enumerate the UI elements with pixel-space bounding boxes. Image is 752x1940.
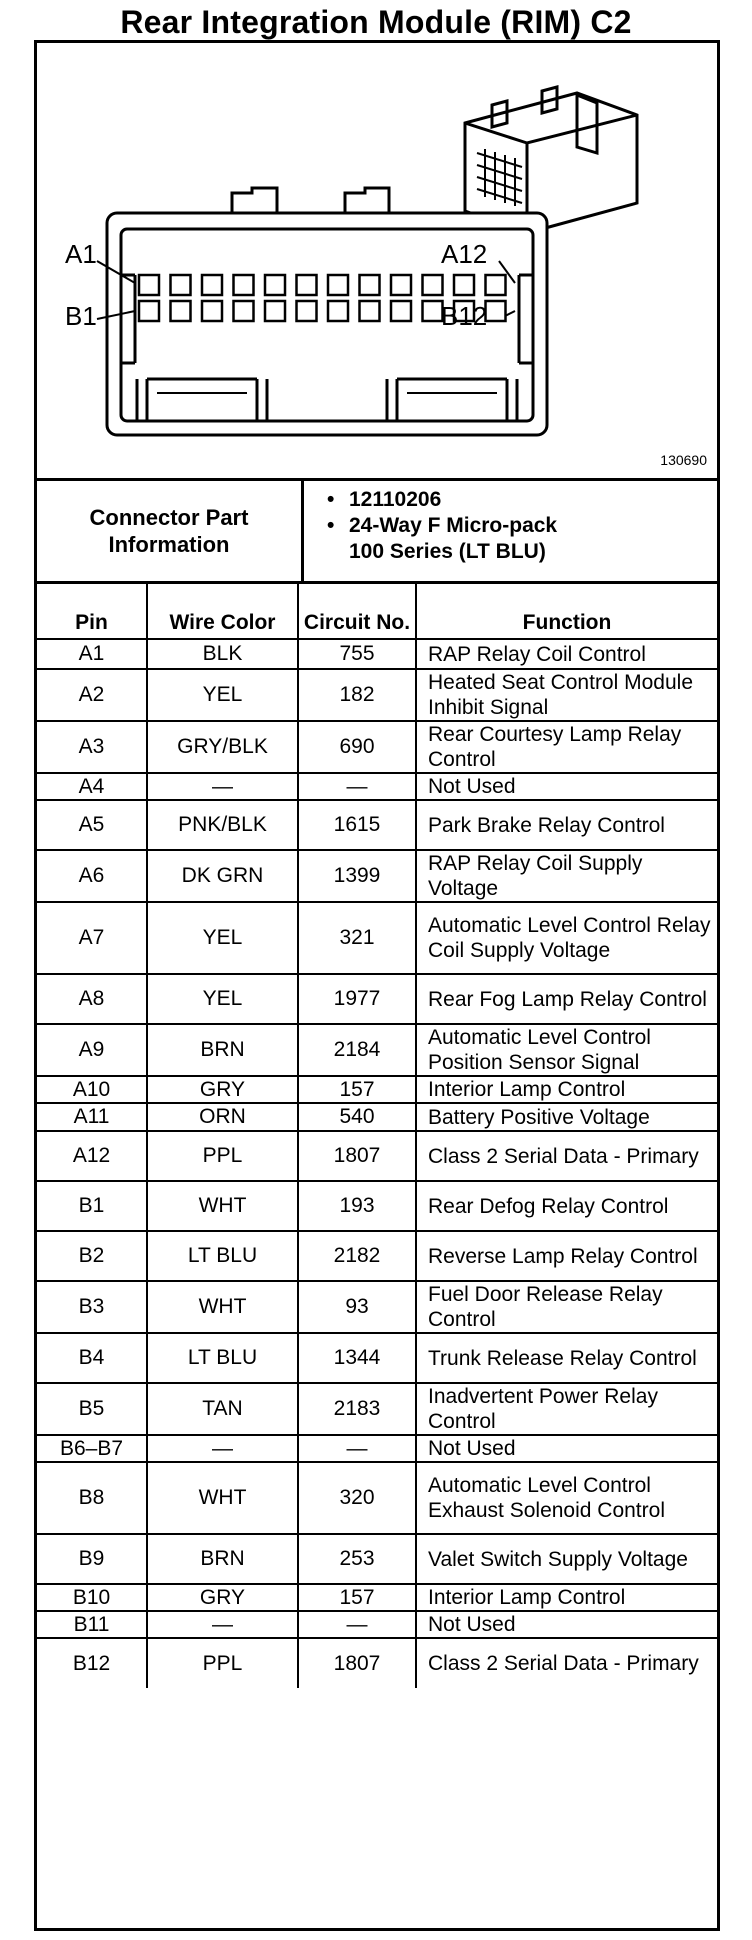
- function-cell: Battery Positive Voltage: [416, 1103, 717, 1131]
- circuit-cell: 320: [298, 1462, 416, 1534]
- wire-color-cell: YEL: [147, 974, 298, 1024]
- pin-cell: A10: [37, 1076, 147, 1103]
- wire-color-cell: BRN: [147, 1534, 298, 1584]
- connector-drawing: [37, 43, 717, 478]
- pin-cavity: [297, 301, 317, 321]
- wire-color-cell: LT BLU: [147, 1231, 298, 1281]
- pin-cavity: [360, 301, 380, 321]
- function-cell: Inadvertent Power Relay Control: [416, 1383, 717, 1435]
- connector-sheet: [34, 40, 720, 1931]
- wire-color-cell: YEL: [147, 902, 298, 974]
- wire-color-cell: GRY: [147, 1076, 298, 1103]
- pin-cell: B11: [37, 1611, 147, 1638]
- pin-cell: A7: [37, 902, 147, 974]
- table-row: [37, 1103, 717, 1131]
- pin-label-a1: A1: [65, 239, 97, 269]
- table-row: [37, 721, 717, 773]
- function-cell: Heated Seat Control Module Inhibit Signal: [416, 669, 717, 721]
- table-row: [37, 1076, 717, 1103]
- table-row: [37, 1231, 717, 1281]
- pin-cell: B2: [37, 1231, 147, 1281]
- pin-cavity: [328, 301, 348, 321]
- pin-cavity: [265, 301, 285, 321]
- table-row: [37, 1534, 717, 1584]
- pin-cavity: [486, 275, 506, 295]
- pin-label-b1: B1: [65, 301, 97, 331]
- pin-cavity: [171, 301, 191, 321]
- function-cell: Valet Switch Supply Voltage: [416, 1534, 717, 1584]
- pin-cavity: [139, 301, 159, 321]
- function-cell: Rear Courtesy Lamp Relay Control: [416, 721, 717, 773]
- pin-cavity: [202, 275, 222, 295]
- table-row: [37, 1333, 717, 1383]
- wire-color-cell: PPL: [147, 1131, 298, 1181]
- circuit-cell: 253: [298, 1534, 416, 1584]
- table-row: [37, 1281, 717, 1333]
- wire-color-cell: DK GRN: [147, 850, 298, 902]
- pin-cavity: [265, 275, 285, 295]
- figure-id: 130690: [660, 452, 707, 468]
- table-row: [37, 902, 717, 974]
- page-title: Rear Integration Module (RIM) C2: [120, 4, 632, 40]
- circuit-cell: 690: [298, 721, 416, 773]
- wire-color-cell: BRN: [147, 1024, 298, 1076]
- wire-color-cell: PPL: [147, 1638, 298, 1688]
- circuit-cell: 321: [298, 902, 416, 974]
- circuit-cell: 1615: [298, 800, 416, 850]
- function-cell: RAP Relay Coil Control: [416, 639, 717, 669]
- connector-info-values: [327, 487, 557, 565]
- connector-type: • 24-Way F Micro-pack: [327, 514, 558, 537]
- function-cell: Automatic Level Control Exhaust Solenoid Control: [416, 1462, 717, 1534]
- pin-cavity: [171, 275, 191, 295]
- wire-color-cell: YEL: [147, 669, 298, 721]
- table-row: [37, 850, 717, 902]
- pin-cell: B8: [37, 1462, 147, 1534]
- wire-color-cell: LT BLU: [147, 1333, 298, 1383]
- function-cell: Rear Fog Lamp Relay Control: [416, 974, 717, 1024]
- circuit-cell: 157: [298, 1584, 416, 1611]
- header-wire-color: Wire Color: [147, 584, 298, 639]
- table-row: [37, 974, 717, 1024]
- wire-color-cell: WHT: [147, 1462, 298, 1534]
- pin-cavity: [234, 275, 254, 295]
- table-row: [37, 1131, 717, 1181]
- part-number: • 12110206: [327, 488, 442, 511]
- pin-cell: A12: [37, 1131, 147, 1181]
- pin-table-body: [37, 639, 717, 1688]
- function-cell: Not Used: [416, 773, 717, 800]
- table-row: [37, 800, 717, 850]
- function-cell: Reverse Lamp Relay Control: [416, 1231, 717, 1281]
- wire-color-cell: —: [147, 1611, 298, 1638]
- circuit-cell: —: [298, 1435, 416, 1462]
- pin-cavity: [202, 301, 222, 321]
- pin-label-a12: A12: [441, 239, 488, 269]
- pin-cell: A4: [37, 773, 147, 800]
- pin-cell: B1: [37, 1181, 147, 1231]
- circuit-cell: 2184: [298, 1024, 416, 1076]
- wire-color-cell: GRY: [147, 1584, 298, 1611]
- pin-cell: B6–B7: [37, 1435, 147, 1462]
- function-cell: Automatic Level Control Position Sensor Signal: [416, 1024, 717, 1076]
- header-function: Function: [416, 584, 717, 639]
- table-row: [37, 1584, 717, 1611]
- wire-color-cell: GRY/BLK: [147, 721, 298, 773]
- circuit-cell: 182: [298, 669, 416, 721]
- pin-cell: A9: [37, 1024, 147, 1076]
- circuit-cell: 1399: [298, 850, 416, 902]
- function-cell: Interior Lamp Control: [416, 1584, 717, 1611]
- circuit-cell: 2182: [298, 1231, 416, 1281]
- pin-cell: B9: [37, 1534, 147, 1584]
- wire-color-cell: PNK/BLK: [147, 800, 298, 850]
- pin-cell: A2: [37, 669, 147, 721]
- table-row: [37, 1383, 717, 1435]
- pin-cell: A1: [37, 639, 147, 669]
- pin-cell: A11: [37, 1103, 147, 1131]
- pin-cell: B4: [37, 1333, 147, 1383]
- wire-color-cell: ORN: [147, 1103, 298, 1131]
- table-row: [37, 669, 717, 721]
- wire-color-cell: BLK: [147, 639, 298, 669]
- pin-cell: B12: [37, 1638, 147, 1688]
- circuit-cell: 1807: [298, 1131, 416, 1181]
- circuit-cell: 1344: [298, 1333, 416, 1383]
- table-row: [37, 1024, 717, 1076]
- function-cell: RAP Relay Coil Supply Voltage: [416, 850, 717, 902]
- connector-series: 100 Series (LT BLU): [349, 540, 546, 563]
- circuit-cell: 193: [298, 1181, 416, 1231]
- circuit-cell: —: [298, 1611, 416, 1638]
- circuit-cell: 1807: [298, 1638, 416, 1688]
- table-row: [37, 639, 717, 669]
- circuit-cell: —: [298, 773, 416, 800]
- function-cell: Not Used: [416, 1611, 717, 1638]
- function-cell: Automatic Level Control Relay Coil Supply Voltage: [416, 902, 717, 974]
- circuit-cell: 157: [298, 1076, 416, 1103]
- pin-cavity: [423, 301, 443, 321]
- function-cell: Park Brake Relay Control: [416, 800, 717, 850]
- function-cell: Rear Defog Relay Control: [416, 1181, 717, 1231]
- connector-part-info: [37, 481, 717, 584]
- pin-table: [37, 584, 717, 1688]
- pin-cavity: [391, 275, 411, 295]
- pin-cell: B3: [37, 1281, 147, 1333]
- connector-figure: [37, 43, 717, 481]
- wire-color-cell: WHT: [147, 1181, 298, 1231]
- table-header-row: [37, 584, 717, 639]
- pin-cavity: [391, 301, 411, 321]
- function-cell: Class 2 Serial Data - Primary: [416, 1131, 717, 1181]
- connector-iso-view: [465, 87, 637, 233]
- table-row: [37, 1181, 717, 1231]
- wire-color-cell: —: [147, 773, 298, 800]
- circuit-cell: 540: [298, 1103, 416, 1131]
- function-cell: Class 2 Serial Data - Primary: [416, 1638, 717, 1688]
- connector-info-label: Connector Part Information: [37, 481, 304, 581]
- pin-cavity: [328, 275, 348, 295]
- pin-cavity: [360, 275, 380, 295]
- pin-cavity: [454, 275, 474, 295]
- circuit-cell: 2183: [298, 1383, 416, 1435]
- pin-cell: A3: [37, 721, 147, 773]
- wire-color-cell: TAN: [147, 1383, 298, 1435]
- pin-cell: B5: [37, 1383, 147, 1435]
- function-cell: Fuel Door Release Relay Control: [416, 1281, 717, 1333]
- wire-color-cell: WHT: [147, 1281, 298, 1333]
- pin-cavity: [297, 275, 317, 295]
- pin-cell: A5: [37, 800, 147, 850]
- circuit-cell: 93: [298, 1281, 416, 1333]
- pin-cavity: [139, 275, 159, 295]
- function-cell: Trunk Release Relay Control: [416, 1333, 717, 1383]
- table-row: [37, 773, 717, 800]
- pin-cavity: [486, 301, 506, 321]
- table-row: [37, 1611, 717, 1638]
- pin-cell: B10: [37, 1584, 147, 1611]
- pin-cavity: [423, 275, 443, 295]
- pin-label-b12: B12: [441, 301, 488, 331]
- table-row: [37, 1435, 717, 1462]
- pin-cavity: [234, 301, 254, 321]
- wire-color-cell: —: [147, 1435, 298, 1462]
- header-circuit-no: Circuit No.: [298, 584, 416, 639]
- pin-cell: A8: [37, 974, 147, 1024]
- circuit-cell: 1977: [298, 974, 416, 1024]
- table-row: [37, 1462, 717, 1534]
- function-cell: Interior Lamp Control: [416, 1076, 717, 1103]
- function-cell: Not Used: [416, 1435, 717, 1462]
- table-row: [37, 1638, 717, 1688]
- pin-cell: A6: [37, 850, 147, 902]
- circuit-cell: 755: [298, 639, 416, 669]
- header-pin: Pin: [37, 584, 147, 639]
